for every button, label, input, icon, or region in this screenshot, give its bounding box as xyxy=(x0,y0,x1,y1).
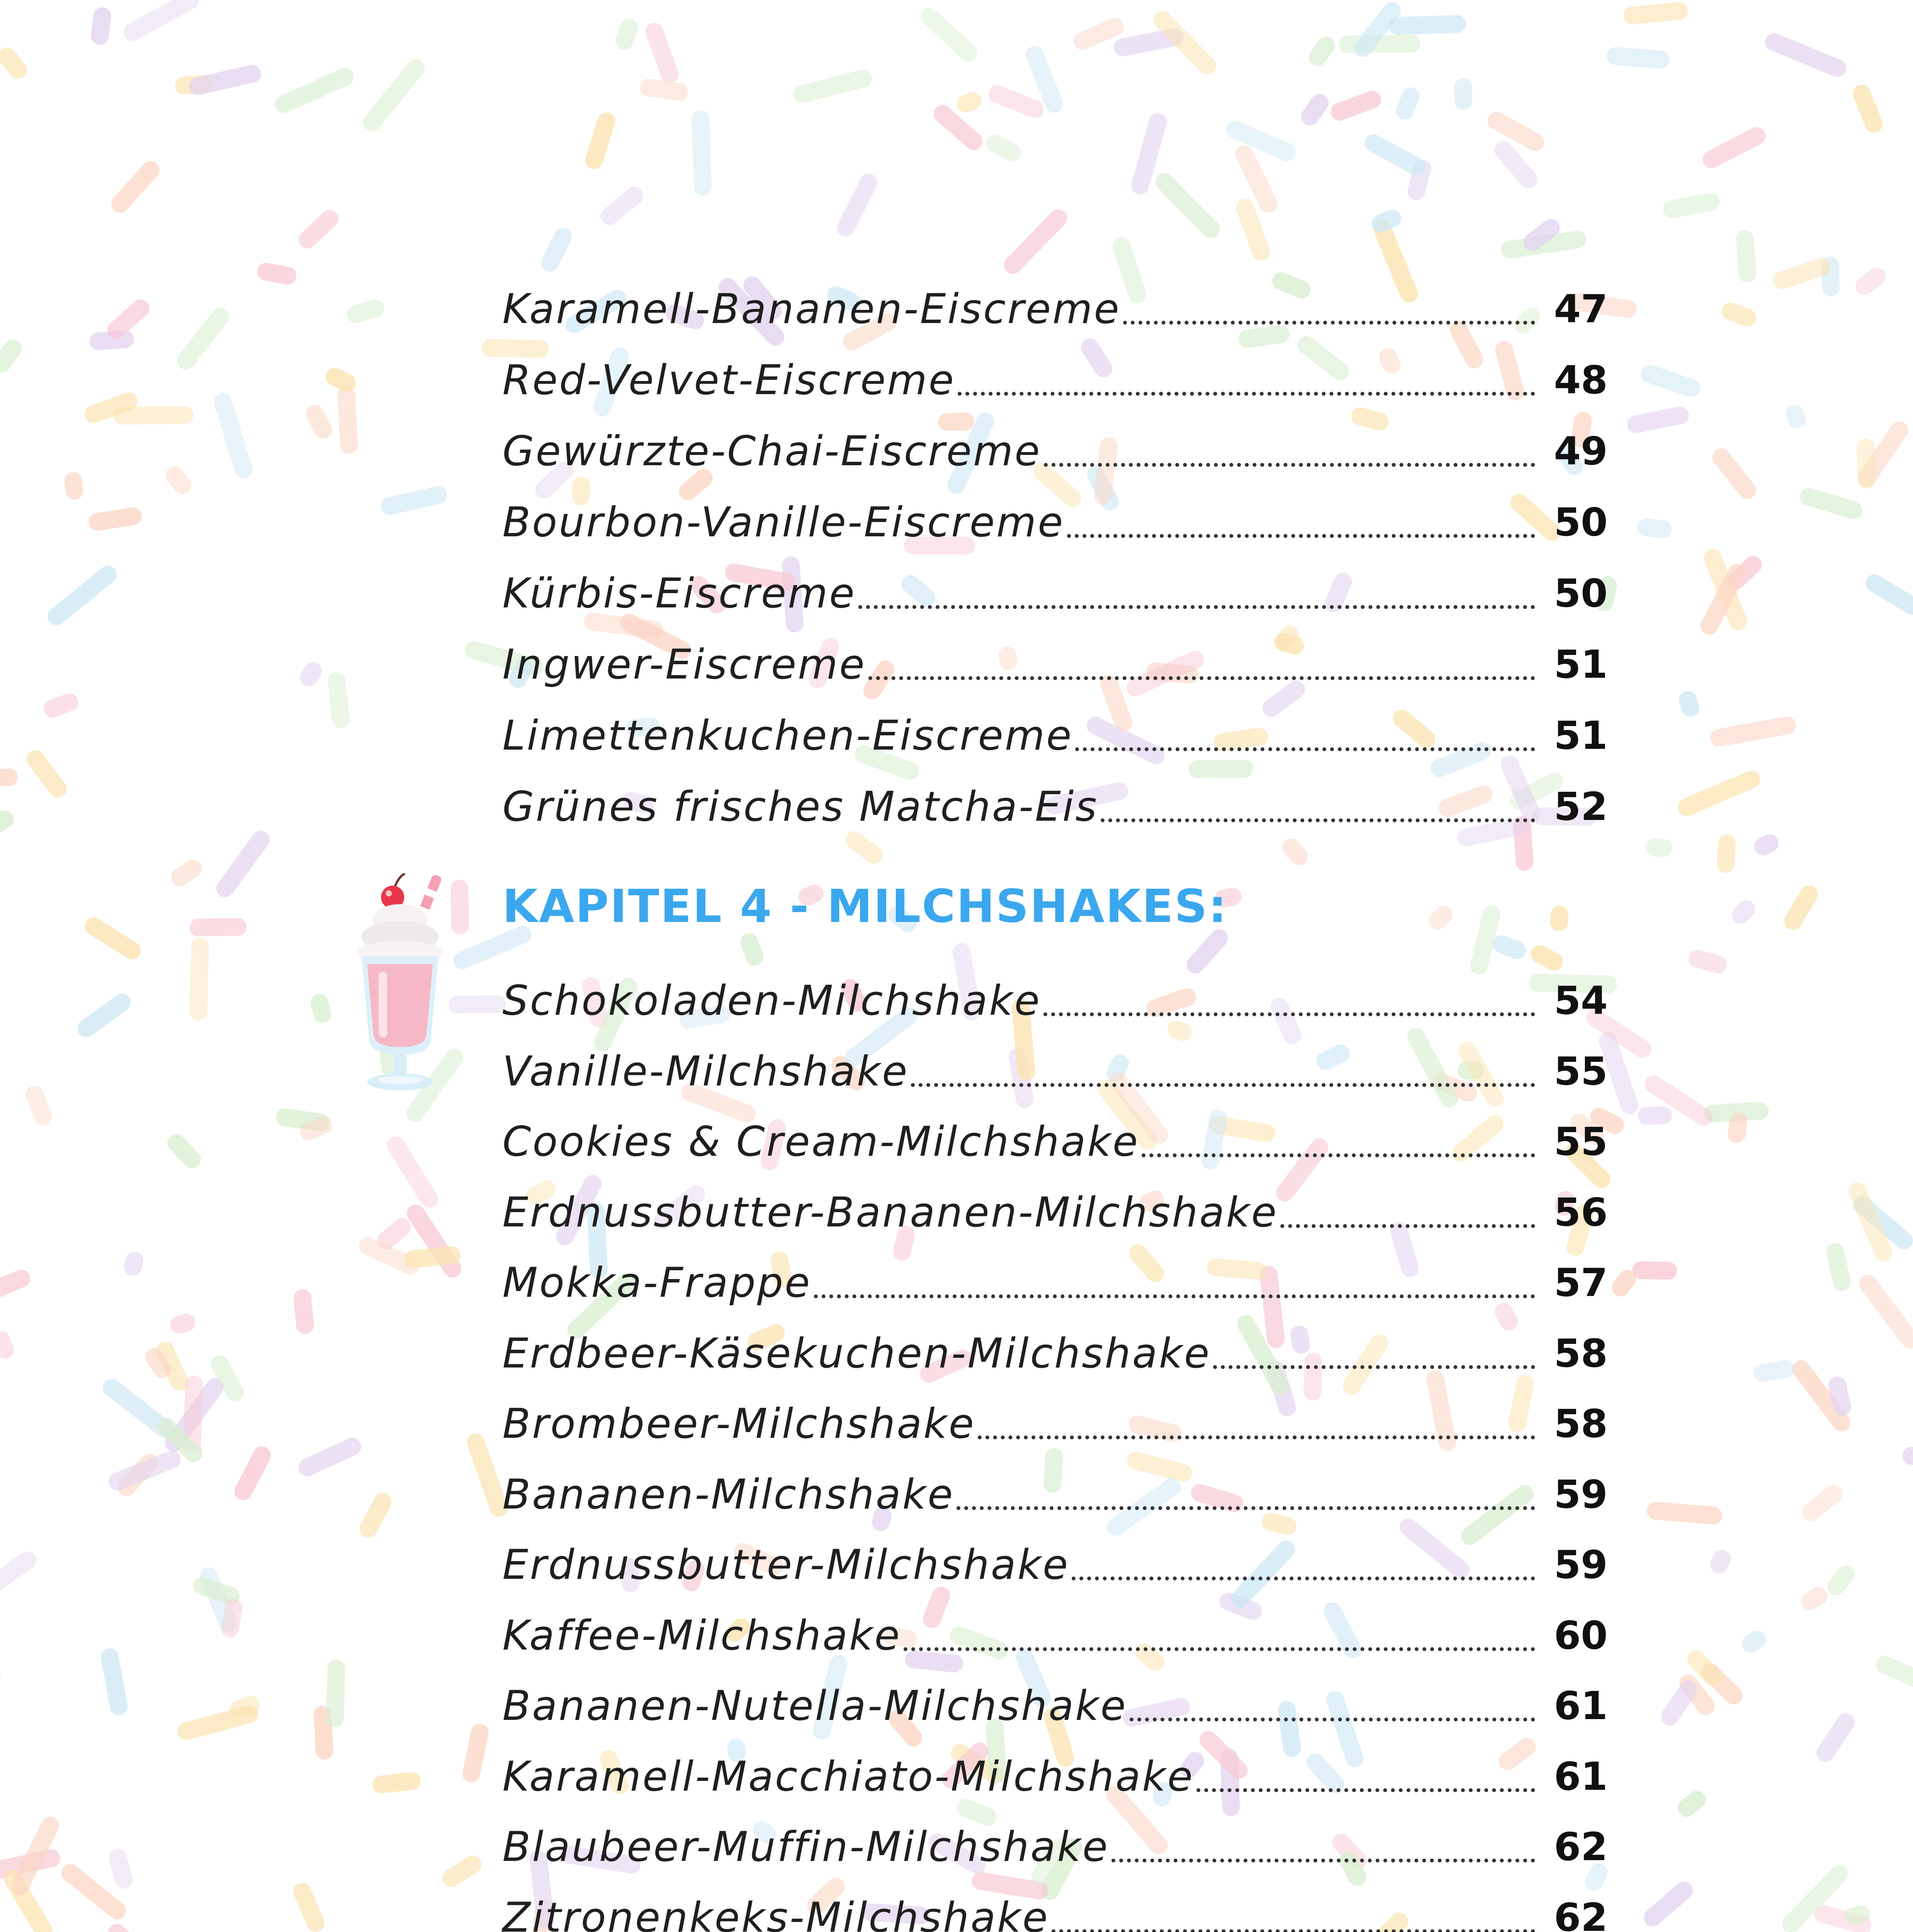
sprinkle xyxy=(461,1722,490,1784)
toc-entry-title: Zitronenkeks-Milchshake xyxy=(502,1893,1049,1932)
sprinkle xyxy=(23,747,70,801)
toc-entry-title: Erdbeer-Käsekuchen-Milchshake xyxy=(502,1329,1211,1377)
toc-entry-page-number: 51 xyxy=(1554,642,1608,687)
dot-leader xyxy=(1072,1577,1535,1580)
sprinkle xyxy=(1484,109,1547,154)
toc-entry-page-number: 47 xyxy=(1554,286,1608,332)
toc-entry-title: Ingwer-Eiscreme xyxy=(502,641,866,688)
sprinkle xyxy=(162,463,195,498)
sprinkle xyxy=(613,16,640,53)
toc-entry-page-number: 51 xyxy=(1554,713,1608,758)
sprinkle xyxy=(0,768,18,787)
sprinkle xyxy=(1707,1547,1734,1577)
toc-entry-title: Schokoladen-Milchshake xyxy=(502,977,1041,1024)
sprinkle xyxy=(1781,882,1821,933)
toc-entry-page-number: 58 xyxy=(1554,1401,1608,1446)
sprinkle xyxy=(297,659,325,689)
sprinkle xyxy=(1645,838,1673,857)
toc-entry[interactable] xyxy=(502,1044,1608,1099)
sprinkle xyxy=(231,1443,274,1503)
sprinkle xyxy=(1783,402,1809,431)
sprinkle xyxy=(1632,1261,1677,1280)
sprinkle xyxy=(955,89,984,115)
sprinkle xyxy=(108,157,163,216)
toc-entry-title: Mokka-Frappe xyxy=(502,1259,812,1306)
toc-entry-title: Vanille-Milchshake xyxy=(502,1047,909,1095)
sprinkle xyxy=(1709,445,1760,503)
sprinkle xyxy=(1735,229,1756,283)
sprinkle xyxy=(384,1133,441,1211)
sprinkle xyxy=(293,1288,315,1334)
sprinkle xyxy=(1328,88,1384,123)
dot-leader xyxy=(904,1647,1535,1651)
sprinkle xyxy=(295,1435,364,1479)
toc-entry-page-number: 56 xyxy=(1554,1189,1608,1235)
dot-leader xyxy=(1280,1224,1535,1228)
toc-entry-page-number: 55 xyxy=(1554,1119,1608,1164)
toc-entry[interactable] xyxy=(502,1679,1608,1733)
toc-entry[interactable] xyxy=(502,1891,1608,1932)
sprinkle xyxy=(791,68,873,105)
sprinkle xyxy=(168,1312,197,1336)
dot-leader xyxy=(1130,1718,1535,1721)
sprinkle xyxy=(1824,1242,1852,1293)
toc-entry-page-number: 52 xyxy=(1554,784,1608,829)
sprinkle xyxy=(451,879,469,934)
sprinkle xyxy=(1719,300,1758,329)
toc-entry[interactable] xyxy=(502,282,1608,336)
sprinkle xyxy=(107,1847,135,1891)
toc-entry[interactable] xyxy=(502,353,1608,407)
sprinkle xyxy=(1862,571,1913,618)
sprinkle xyxy=(357,1490,395,1541)
dot-leader xyxy=(956,1506,1535,1510)
sprinkle xyxy=(1850,82,1885,135)
toc-entry[interactable] xyxy=(502,1256,1608,1310)
sprinkle xyxy=(380,485,449,517)
toc-entry-title: Kaffee-Milchshake xyxy=(502,1611,901,1659)
sprinkle xyxy=(163,1130,204,1172)
sprinkle xyxy=(1636,517,1673,539)
sprinkle xyxy=(1677,689,1702,719)
sprinkle xyxy=(308,992,333,1025)
sprinkle xyxy=(983,131,1024,165)
sprinkle xyxy=(597,183,647,229)
sprinkle xyxy=(439,1852,485,1890)
toc-entry-page-number: 61 xyxy=(1554,1753,1608,1799)
toc-entry-page-number: 48 xyxy=(1554,357,1608,403)
toc-entry-title: Karamell-Bananen-Eiscreme xyxy=(502,285,1121,333)
sprinkle xyxy=(337,386,358,454)
sprinkle xyxy=(1640,1878,1696,1930)
dot-leader xyxy=(1142,1153,1535,1157)
toc-entry[interactable] xyxy=(502,709,1608,763)
sprinkle xyxy=(189,918,247,937)
sprinkle xyxy=(1687,948,1729,976)
sprinkle xyxy=(1855,1271,1913,1352)
sprinkle xyxy=(44,562,120,629)
sprinkle xyxy=(0,336,25,376)
toc-entry-title: Gewürzte-Chai-Eiscreme xyxy=(502,427,1042,475)
sprinkle xyxy=(1638,1106,1672,1124)
sprinkle xyxy=(448,995,505,1014)
toc-entry[interactable] xyxy=(502,780,1608,834)
dot-leader xyxy=(958,392,1535,396)
sprinkle xyxy=(1709,715,1797,748)
sprinkle xyxy=(121,0,202,44)
toc-entry-page-number: 54 xyxy=(1554,978,1608,1023)
sprinkle xyxy=(99,1647,129,1716)
sprinkle xyxy=(1873,1653,1913,1697)
sprinkle xyxy=(1852,264,1889,299)
sprinkle xyxy=(1000,206,1071,277)
sprinkle xyxy=(0,44,31,82)
toc-entry-page-number: 62 xyxy=(1554,1895,1608,1932)
sprinkle xyxy=(0,1267,33,1301)
dot-leader xyxy=(868,676,1535,680)
dot-leader xyxy=(814,1294,1535,1298)
toc-entry-page-number: 61 xyxy=(1554,1683,1608,1728)
sprinkle xyxy=(272,65,357,116)
sprinkle xyxy=(1798,1583,1831,1614)
sprinkle xyxy=(583,110,618,172)
toc-entry[interactable] xyxy=(502,1397,1608,1451)
toc-entry-title: Red-Velvet-Eiscreme xyxy=(502,356,956,404)
sprinkle xyxy=(23,1083,55,1128)
sprinkle xyxy=(1762,31,1849,80)
sprinkle xyxy=(1738,1627,1769,1656)
sprinkle xyxy=(106,1448,184,1493)
toc-entry-page-number: 50 xyxy=(1554,500,1608,545)
dot-leader xyxy=(978,1435,1535,1439)
dot-leader xyxy=(1196,1788,1535,1792)
toc-entry[interactable] xyxy=(502,1538,1608,1592)
sprinkle xyxy=(1752,1359,1796,1383)
toc-entry-page-number: 50 xyxy=(1554,571,1608,616)
sprinkle xyxy=(1728,897,1759,927)
sprinkle xyxy=(326,1660,345,1728)
toc-entry-title: Brombeer-Milchshake xyxy=(502,1400,975,1447)
toc-entry-page-number: 58 xyxy=(1554,1330,1608,1376)
chapter-4-heading: KAPITEL 4 - MILCHSHAKES: xyxy=(502,879,1228,933)
sprinkle xyxy=(1675,768,1762,819)
sprinkle xyxy=(0,1328,17,1361)
toc-entry[interactable] xyxy=(502,1820,1608,1874)
toc-entry-title: Bananen-Milchshake xyxy=(502,1470,955,1518)
toc-entry-title: Erdnussbutter-Bananen-Milchshake xyxy=(502,1188,1278,1236)
toc-entry[interactable] xyxy=(502,1750,1608,1804)
sprinkle xyxy=(1279,835,1312,869)
toc-entry-title: Erdnussbutter-Milchshake xyxy=(502,1541,1070,1588)
dot-leader xyxy=(1213,1365,1535,1369)
sprinkle xyxy=(1824,1562,1859,1599)
sprinkle xyxy=(213,827,273,901)
sprinkle xyxy=(0,1548,40,1611)
toc-entry[interactable] xyxy=(502,1468,1608,1522)
toc-entry[interactable] xyxy=(502,495,1608,549)
toc-entry-title: Karamell-Macchiato-Milchshake xyxy=(502,1752,1194,1800)
sprinkle xyxy=(1700,124,1769,171)
dot-leader xyxy=(1075,747,1535,751)
sprinkle xyxy=(1625,405,1690,435)
toc-entry-title: Bananen-Nutella-Milchshake xyxy=(502,1682,1127,1730)
sprinkle xyxy=(87,506,143,532)
sprinkle xyxy=(372,1771,422,1794)
sprinkle xyxy=(168,856,205,889)
toc-entry-page-number: 59 xyxy=(1554,1542,1608,1587)
sprinkle xyxy=(639,78,689,102)
toc-entry-title: Grünes frisches Matcha-Eis xyxy=(502,783,1098,830)
toc-entry[interactable] xyxy=(502,1327,1608,1381)
sprinkle xyxy=(359,56,428,134)
toc-entry-title: Kürbis-Eiscreme xyxy=(502,570,856,617)
sprinkle xyxy=(1857,438,1876,489)
sprinkle xyxy=(691,110,712,196)
sprinkle xyxy=(295,206,342,252)
milkshake-icon xyxy=(356,873,448,1094)
sprinkle xyxy=(1606,46,1670,69)
toc-entry[interactable] xyxy=(502,638,1608,692)
sprinkle xyxy=(1528,942,1566,974)
sprinkle xyxy=(63,471,85,501)
sprinkle xyxy=(1902,1446,1913,1469)
toc-entry-page-number: 59 xyxy=(1554,1471,1608,1517)
sprinkle xyxy=(1394,85,1422,122)
toc-entry-page-number: 55 xyxy=(1554,1048,1608,1094)
toc-entry[interactable] xyxy=(502,1185,1608,1240)
dot-leader xyxy=(1123,321,1535,325)
sprinkle xyxy=(291,1880,327,1932)
sprinkle xyxy=(1639,363,1702,399)
toc-entry-title: Cookies & Cream-Milchshake xyxy=(502,1118,1140,1165)
toc-entry[interactable] xyxy=(502,424,1608,478)
dot-leader xyxy=(1111,1859,1535,1862)
sprinkle xyxy=(345,298,386,325)
sprinkle xyxy=(538,225,575,275)
sprinkle xyxy=(1623,2,1689,26)
sprinkle xyxy=(1751,831,1782,859)
sprinkle xyxy=(74,990,134,1041)
sprinkle xyxy=(113,406,193,425)
toc-entry-page-number: 60 xyxy=(1554,1612,1608,1658)
toc-entry-page-number: 49 xyxy=(1554,429,1608,474)
sprinkle xyxy=(41,690,81,720)
toc-entry[interactable] xyxy=(502,974,1608,1028)
sprinkle xyxy=(1389,15,1466,35)
sprinkle xyxy=(1305,33,1338,70)
toc-entry-page-number: 57 xyxy=(1554,1260,1608,1305)
sprinkle xyxy=(122,1250,145,1277)
sprinkle xyxy=(303,401,335,442)
dot-leader xyxy=(1101,818,1535,822)
sprinkle xyxy=(1716,834,1736,874)
sprinkle xyxy=(1799,1481,1846,1524)
sprinkle xyxy=(917,4,981,66)
sprinkle xyxy=(1152,169,1223,242)
sprinkle xyxy=(1223,118,1299,164)
toc-entry-title: Bourbon-Vanille-Eiscreme xyxy=(502,498,1065,546)
toc-entry[interactable] xyxy=(502,566,1608,621)
dot-leader xyxy=(1044,463,1535,467)
toc-entry[interactable] xyxy=(502,1115,1608,1169)
sprinkle xyxy=(1490,932,1528,962)
sprinkle xyxy=(1362,131,1429,179)
sprinkle xyxy=(189,937,209,1020)
sprinkle xyxy=(1549,905,1569,932)
sprinkle xyxy=(930,101,986,154)
toc-entry-title: Blaubeer-Muffin-Milchshake xyxy=(502,1823,1109,1871)
sprinkle xyxy=(327,672,351,729)
sprinkle xyxy=(986,82,1047,121)
sprinkle xyxy=(104,1920,143,1932)
toc-entry-page-number: 62 xyxy=(1554,1824,1608,1869)
sprinkle xyxy=(82,914,145,963)
toc-entry-title: Limettenkuchen-Eiscreme xyxy=(502,712,1073,759)
sprinkle xyxy=(256,262,298,286)
dot-leader xyxy=(858,605,1535,609)
sprinkle xyxy=(90,6,112,46)
sprinkle xyxy=(174,304,233,373)
sprinkle xyxy=(1813,1710,1858,1765)
dot-leader xyxy=(1052,1929,1535,1932)
sprinkle xyxy=(0,807,17,859)
dot-leader xyxy=(1043,1012,1535,1016)
sprinkle xyxy=(211,391,255,481)
sprinkle xyxy=(834,171,880,240)
sprinkle xyxy=(1454,78,1473,110)
toc-entry[interactable] xyxy=(502,1609,1608,1663)
sprinkle xyxy=(1298,90,1332,129)
sprinkle xyxy=(0,1664,4,1691)
dot-leader xyxy=(1067,534,1535,538)
sprinkle xyxy=(1661,191,1721,220)
sprinkle xyxy=(1646,1501,1722,1525)
sprinkle xyxy=(1674,1787,1710,1820)
sprinkle xyxy=(1798,486,1865,521)
sprinkle xyxy=(1425,902,1456,933)
sprinkle xyxy=(643,20,681,86)
dot-leader xyxy=(911,1083,1535,1087)
sprinkle xyxy=(187,63,263,97)
